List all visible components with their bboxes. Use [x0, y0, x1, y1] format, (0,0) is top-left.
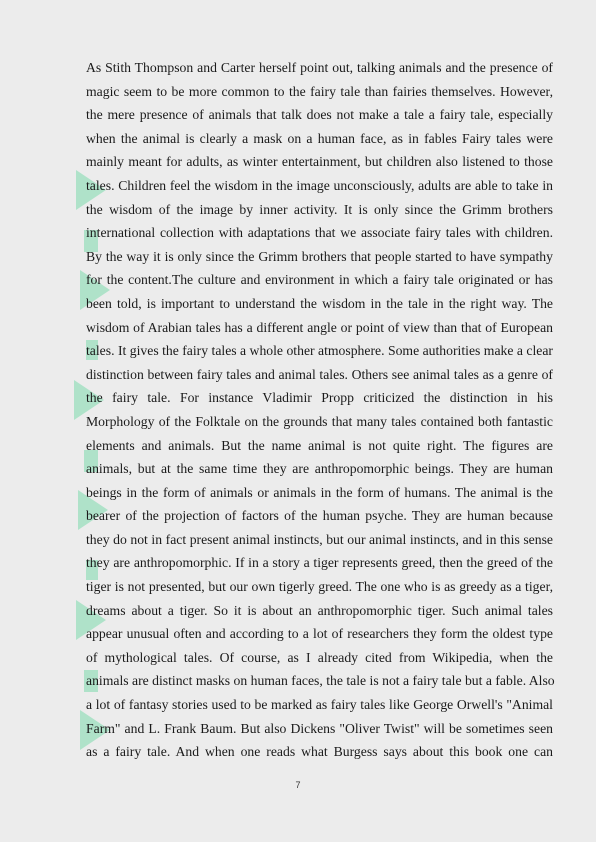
- text-line: Morphology of the Folktale on the grounds that many tales contained both fantastic: [86, 413, 553, 429]
- text-line: of mythological tales. Of course, as I already cited from Wikipedia, when the: [86, 649, 553, 665]
- body-text: [86, 56, 553, 764]
- text-line: mainly meant for adults, as winter entertainment, but children also listened to those: [86, 154, 553, 170]
- text-line: bearer of the projection of factors of the human psyche. They are human because: [86, 508, 553, 524]
- text-line: elements and animals. But the name animal is not quite right. The figures are: [86, 437, 553, 453]
- text-line: when the animal is clearly a mask on a human face, as in fables Fairy tales were: [86, 130, 553, 146]
- text-line: tales. Children feel the wisdom in the image unconsciously, adults are able to take in: [86, 177, 553, 193]
- text-line: as a fairy tale. And when one reads what Burgess says about this book one can: [86, 744, 553, 760]
- text-line: tales. It gives the fairy tales a whole other atmosphere. Some authorities make a clear: [86, 343, 553, 359]
- text-line: the mere presence of animals that talk does not make a tale a fairy tale, especially: [86, 107, 553, 123]
- text-line: distinction between fairy tales and animal tales. Others see animal tales as a genre of: [86, 366, 553, 382]
- text-line: appear unusual often and according to a lot of researchers they form the oldest type: [86, 626, 553, 642]
- text-line: tiger is not presented, but our own tigerly greed. The one who is as greedy as a tiger,: [86, 579, 553, 595]
- text-line: By the way it is only since the Grimm brothers that people started to have sympathy: [86, 248, 553, 264]
- text-line: dreams about a tiger. So it is about an anthropomorphic tiger. Such animal tales: [86, 602, 553, 618]
- text-line: the fairy tale. For instance Vladimir Propp criticized the distinction in his: [86, 390, 553, 406]
- text-line: Farm" and L. Frank Baum. But also Dickens "Oliver Twist" will be sometimes seen: [86, 720, 553, 736]
- text-line: they are anthropomorphic. If in a story a tiger represents greed, then the greed of the: [86, 555, 553, 571]
- text-line: they do not in fact present animal instincts, but our animal instincts, and in this sense: [86, 531, 553, 547]
- text-line: magic seem to be more common to the fairy tale than fairies themselves. However,: [86, 83, 553, 99]
- page-number: 7: [295, 780, 301, 790]
- text-line: wisdom of Arabian tales has a different angle or point of view than that of European: [86, 319, 553, 335]
- text-line: animals are distinct masks on human faces, the tale is not a fairy tale but a fable. Also: [86, 673, 555, 689]
- text-line: the wisdom of the image by inner activity. It is only since the Grimm brothers: [86, 201, 553, 217]
- text-line: a lot of fantasy stories used to be marked as fairy tales like George Orwell's "Animal: [86, 697, 553, 713]
- text-line: animals, but at the same time they are anthropomorphic beings. They are human: [86, 461, 553, 477]
- text-line: been told, is important to understand the wisdom in the tale in the right way. The: [86, 295, 553, 311]
- text-line: beings in the form of animals or animals in the form of humans. The animal is the: [86, 484, 553, 500]
- text-line: As Stith Thompson and Carter herself point out, talking animals and the presence of: [86, 60, 553, 75]
- text-line: for the content.The culture and environment in which a fairy tale originated or has: [86, 272, 553, 288]
- text-line: international collection with adaptations that we associate fairy tales with children.: [86, 225, 553, 241]
